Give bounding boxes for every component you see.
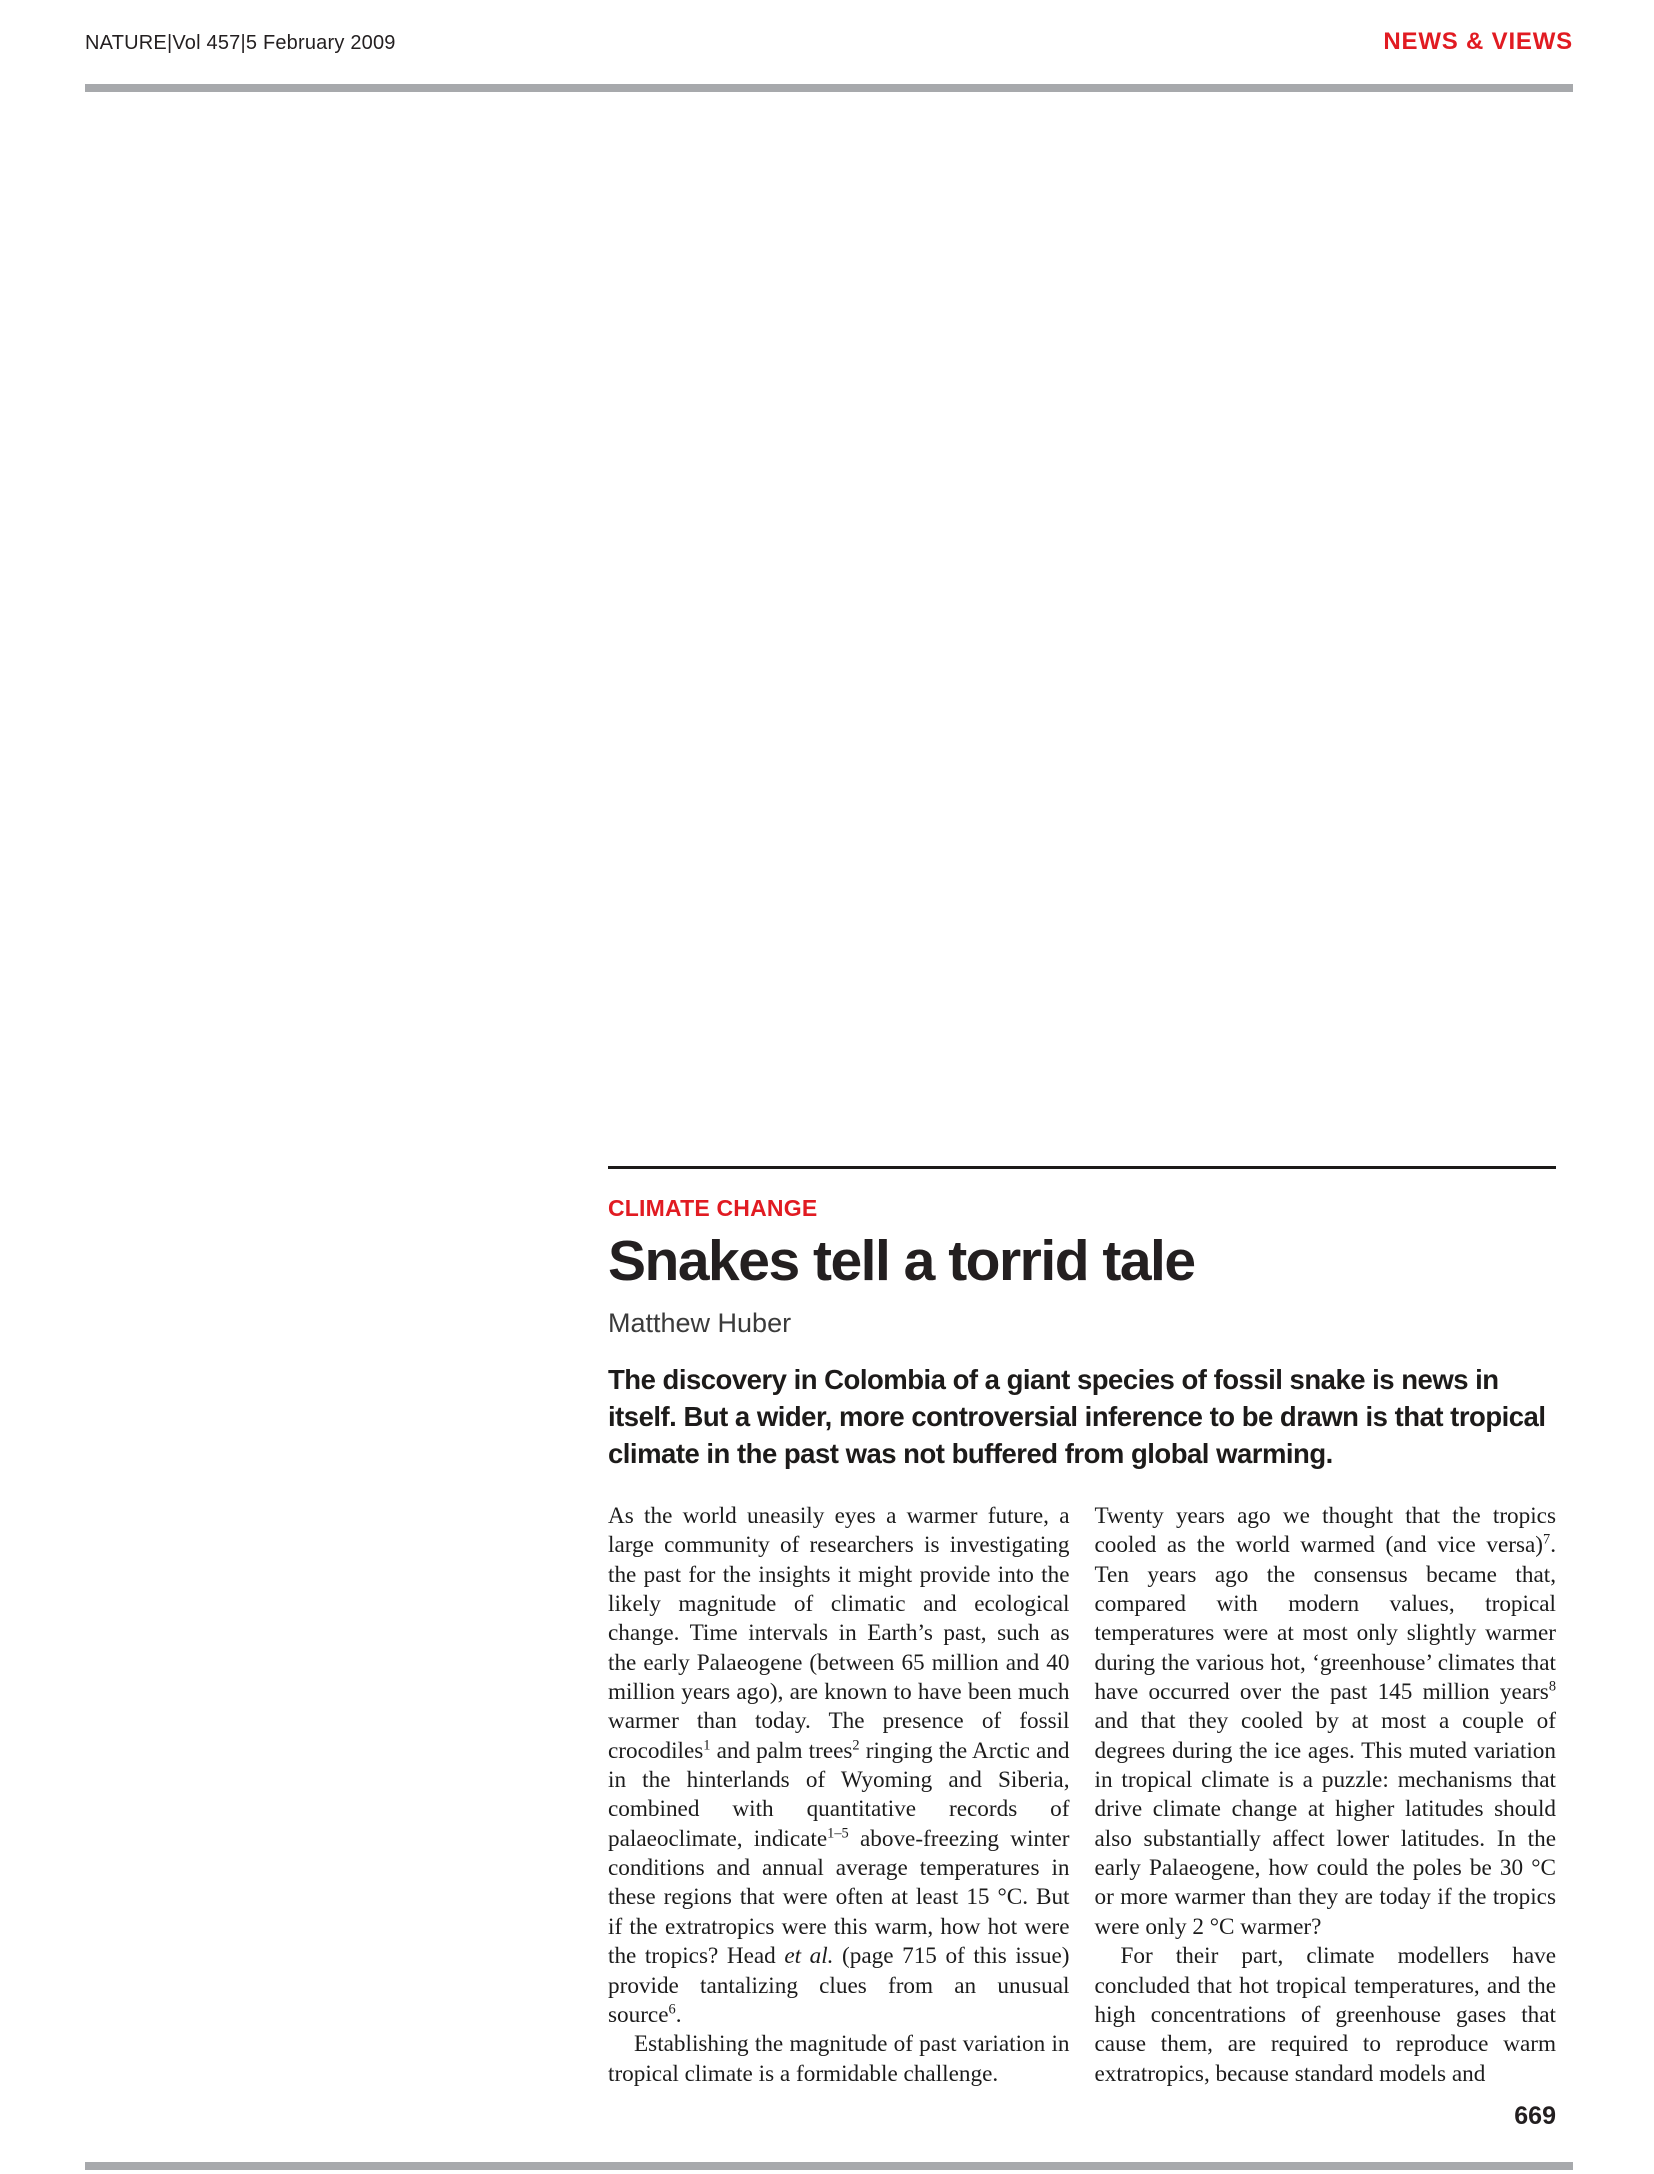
running-header [85, 28, 1573, 56]
article-standfirst: The discovery in Colombia of a giant species of fossil snake is news in itself. But a wider, more controversial inference to be drawn is that tropical climate in the past was not buffered from global warming. [608, 1364, 1546, 1469]
footer-rule [85, 2162, 1573, 2170]
reference-superscript: 1 [703, 1737, 711, 1754]
article [608, 1166, 1556, 2089]
body-paragraph: For their part, climate modellers have concluded that hot tropical temperatures, and the high concentrations of greenhouse gases that cause them, are required to reproduce warm extratropics, because standard models and [1094, 1943, 1556, 2087]
header-rule [85, 84, 1573, 92]
body-paragraph: Twenty years ago we thought that the tropics cooled as the world warmed (and vice versa)$^7$. Ten years ago the consensus became that, compared with modern values, tropical temperatures were at most only slightly warmer during the various hot, ‘greenhouse’ climates that have occurred over the past 145 million years$^8$ and that they cooled by at most a couple of degrees during the ice ages. This muted variation in tropical climate is a puzzle: mechanisms that drive climate change at higher latitudes should also substantially affect lower latitudes. In the early Palaeogene, how could the poles be 30 °C or more warmer than they are today if the tropics were only 2 °C warmer? [1094, 1503, 1556, 1940]
article-top-rule [608, 1166, 1556, 1169]
section-label-news-and-views: NEWS & VIEWS [1383, 28, 1573, 55]
reference-superscript: 6 [668, 2001, 676, 2018]
reference-superscript: 1–5 [827, 1825, 849, 1842]
article-title: Snakes tell a torrid tale [608, 1229, 1195, 1293]
article-author: Matthew Huber [608, 1308, 792, 1338]
article-body [608, 1502, 1556, 2089]
reference-superscript: 7 [1543, 1531, 1551, 1548]
italic-text: et al. [784, 1943, 834, 1970]
reference-superscript: 2 [852, 1737, 860, 1754]
journal-volume-date: NATURE|Vol 457|5 February 2009 [85, 32, 396, 54]
article-kicker: CLIMATE CHANGE [608, 1195, 818, 1221]
page-number: 669 [1514, 2102, 1556, 2130]
body-right-column [1095, 1502, 1557, 2089]
body-paragraph: As the world uneasily eyes a warmer future, a large community of researchers is investigating the past for the insights it might provide into the likely magnitude of climatic and ecological change. Time intervals in Earth’s past, such as the early Palaeogene (between 65 million and 40 million years ago), are known to have been much warmer than today. The presence of fossil crocodiles$^1$ and palm trees$^2$ ringing the Arctic and in the hinterlands of Wyoming and Siberia, combined with quantitative records of palaeoclimate, indicate$^{1-5}$ above-freezing winter conditions and annual average temperatures in these regions that were often at least 15 °C. But if the extratropics were this warm, how hot were the tropics? Head et al. (page 715 of this issue) provide tantalizing clues from an unusual source$^6$. [608, 1503, 1070, 2028]
body-paragraph: Establishing the magnitude of past variation in tropical climate is a formidable challenge. [608, 2031, 1070, 2087]
reference-superscript: 8 [1548, 1678, 1556, 1695]
body-left-column [608, 1502, 1070, 2089]
